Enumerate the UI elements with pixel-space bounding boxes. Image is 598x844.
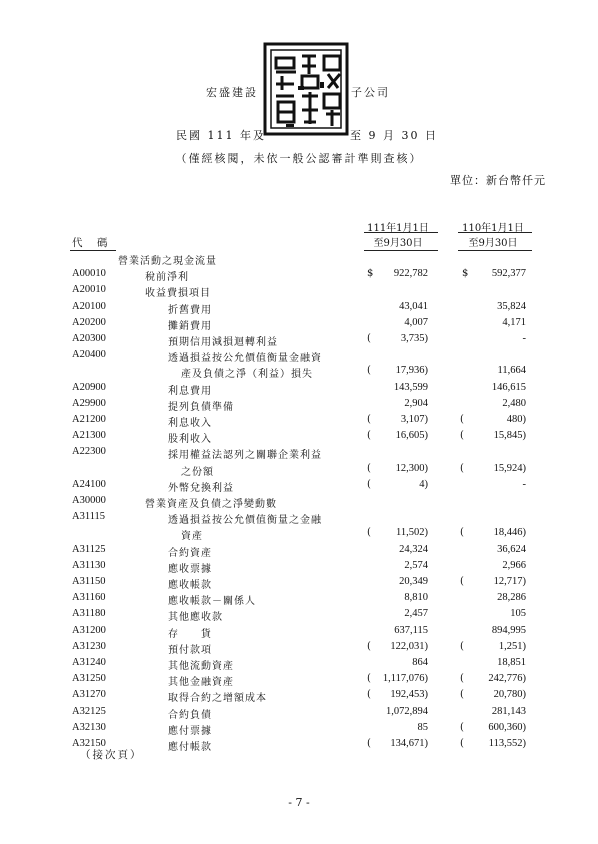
value-2022: 16,605) (395, 430, 428, 442)
row-code: A20300 (72, 333, 106, 344)
value-2022: 3,735) (400, 333, 428, 344)
value-2022: 2,904 (404, 397, 428, 409)
row-label: 收益費損項目 (145, 288, 211, 300)
value-2022: 11,502) (396, 527, 428, 539)
company-name-left: 宏盛建設 (206, 86, 258, 99)
value-2022: 864 (412, 657, 428, 668)
table-row (0, 657, 598, 673)
table-row (0, 463, 598, 479)
negative-paren: ( (367, 365, 371, 377)
value-2021: 592,377 (491, 268, 526, 280)
table-row (0, 495, 598, 511)
negative-paren: ( (460, 462, 464, 474)
value-2021: 28,286 (497, 592, 526, 604)
table-row (0, 414, 598, 430)
row-code: A00010 (72, 268, 106, 280)
value-2022: 637,115 (394, 624, 428, 636)
value-2021: 4,171 (502, 316, 526, 328)
value-2021: 12,717) (493, 576, 526, 587)
value-2021: 105 (510, 608, 526, 620)
negative-paren: ( (367, 640, 371, 652)
row-label: 之份額 (181, 466, 214, 478)
value-2022: 2,574 (404, 559, 428, 571)
table-row (0, 544, 598, 560)
table-row (0, 382, 598, 398)
row-label: 產及負債之淨（利益）損失 (181, 369, 313, 381)
table-row (0, 625, 598, 641)
row-label: 利息收入 (168, 418, 212, 429)
col2-header-line1: 110年1月1日 (462, 223, 524, 234)
table-row (0, 479, 598, 495)
table-row (0, 446, 598, 462)
negative-paren: ( (460, 640, 464, 652)
table-row (0, 706, 598, 722)
row-code: A21200 (72, 414, 106, 425)
row-label: 應付票據 (168, 725, 212, 737)
negative-paren: ( (460, 673, 464, 685)
value-2021: - (522, 478, 526, 490)
row-label: 其他應收款 (168, 612, 223, 624)
negative-paren: ( (460, 738, 464, 749)
value-2021: - (522, 333, 526, 344)
value-2022: 8,810 (404, 592, 428, 604)
value-2021: 18,851 (497, 657, 526, 668)
table-row (0, 317, 598, 333)
table-row (0, 284, 598, 300)
table-row (0, 349, 598, 365)
value-2022: 122,031) (390, 640, 428, 652)
row-label: 稅前淨利 (145, 272, 189, 284)
row-code: A31115 (72, 511, 106, 523)
period-left: 民國 111 年及 (176, 129, 266, 142)
negative-paren: ( (367, 527, 371, 539)
value-2021: 281,143 (491, 705, 526, 717)
row-code: A31160 (72, 592, 106, 604)
row-label: 預期信用減損迴轉利益 (168, 337, 278, 348)
table-row (0, 608, 598, 624)
row-label: 應收票據 (168, 563, 212, 575)
table-row (0, 430, 598, 446)
negative-paren: ( (367, 689, 371, 701)
header-underline-code (70, 250, 116, 251)
row-code: A21300 (72, 430, 106, 442)
value-2022: 20,349 (399, 576, 428, 587)
row-code: A31270 (72, 689, 106, 701)
row-code: A30000 (72, 495, 106, 506)
negative-paren: ( (367, 414, 371, 425)
table-row (0, 527, 598, 543)
row-code: A20200 (72, 316, 106, 328)
row-label: 預付款項 (168, 644, 212, 656)
value-2021: 36,624 (497, 543, 526, 555)
value-2022: 134,671) (390, 738, 428, 749)
row-code: A32130 (72, 721, 106, 733)
row-label: 應收帳款 (168, 580, 212, 591)
row-code: A31200 (72, 624, 106, 636)
table-row (0, 560, 598, 576)
value-2021: 18,446) (493, 527, 526, 539)
row-code: A22300 (72, 446, 106, 458)
period-right: 至 9 月 30 日 (350, 129, 438, 142)
table-row (0, 252, 598, 268)
value-2021: 35,824 (497, 300, 526, 312)
value-2022: 24,324 (399, 543, 428, 555)
row-label: 合約資產 (168, 547, 212, 559)
row-code: A31250 (72, 673, 106, 685)
value-2022: 43,041 (399, 300, 428, 312)
negative-paren: ( (367, 673, 371, 685)
row-code: A32125 (72, 705, 106, 717)
table-row (0, 365, 598, 381)
row-code: A24100 (72, 478, 106, 490)
header-underline-col1 (364, 250, 438, 251)
negative-paren: ( (460, 414, 464, 425)
negative-paren: ( (460, 576, 464, 587)
row-label: 外幣兌換利益 (168, 482, 234, 494)
row-code: A31240 (72, 657, 106, 668)
value-2022: 2,457 (404, 608, 428, 620)
value-2022: 143,599 (393, 381, 428, 393)
value-2022: 17,936) (395, 365, 428, 377)
row-label: 攤銷費用 (168, 320, 212, 332)
row-label: 營業資產及負債之淨變動數 (145, 499, 277, 510)
negative-paren: ( (460, 430, 464, 442)
row-code: A29900 (72, 397, 106, 409)
table-row (0, 689, 598, 705)
value-2022: 3,107) (400, 414, 428, 425)
value-2022: 12,300) (395, 462, 428, 474)
code-column-header: 代 碼 (72, 237, 110, 249)
negative-paren: ( (460, 527, 464, 539)
row-code: A31130 (72, 559, 106, 571)
col1-header-line2: 至9月30日 (373, 238, 423, 249)
table-row (0, 576, 598, 592)
table-row (0, 268, 598, 284)
official-seal-stamp (262, 40, 350, 138)
negative-paren: ( (460, 721, 464, 733)
header-underline-col2 (458, 250, 532, 251)
value-2021: 480) (506, 414, 526, 425)
value-2021: 20,780) (493, 689, 526, 701)
row-label: 透過損益按公允價值衡量之金融 (168, 515, 322, 527)
col1-header-line1: 111年1月1日 (367, 223, 429, 234)
negative-paren: ( (367, 478, 371, 490)
negative-paren: ( (367, 430, 371, 442)
row-code: A31150 (72, 576, 106, 587)
value-2022: 192,453) (390, 689, 428, 701)
value-2022: 922,782 (393, 268, 428, 280)
row-label: 營業活動之現金流量 (118, 256, 217, 267)
value-2021: 2,480 (502, 397, 526, 409)
value-2021: 11,664 (497, 365, 526, 377)
continued-note: （接次頁） (80, 749, 143, 761)
row-label: 應收帳款－關係人 (168, 596, 256, 608)
row-label: 折舊費用 (168, 304, 212, 316)
col2-header-rule (458, 232, 532, 233)
value-2022: 1,117,076) (382, 673, 428, 685)
table-row (0, 722, 598, 738)
value-2021: 242,776) (488, 673, 526, 685)
value-2021: 15,924) (493, 462, 526, 474)
currency-unit: 單位：新台幣仟元 (450, 174, 546, 187)
row-label: 合約負債 (168, 709, 212, 721)
value-2021: 894,995 (491, 624, 526, 636)
row-label: 資產 (181, 531, 203, 543)
row-code: A31125 (72, 543, 106, 555)
row-label: 採用權益法認列之關聯企業利益 (168, 450, 322, 462)
dollar-sign: $ (462, 268, 469, 280)
row-label: 透過損益按公允價值衡量金融資 (168, 353, 322, 365)
value-2021: 1,251) (498, 640, 526, 652)
row-code: A20100 (72, 300, 106, 312)
value-2022: 85 (417, 721, 428, 733)
row-code: A20010 (72, 284, 106, 296)
row-label: 取得合約之增額成本 (168, 693, 267, 705)
negative-paren: ( (367, 333, 371, 344)
negative-paren: ( (460, 689, 464, 701)
row-label: 存 貨 (168, 628, 212, 640)
value-2022: 4,007 (404, 316, 428, 328)
row-code: A20900 (72, 381, 106, 393)
negative-paren: ( (367, 738, 371, 749)
review-note: （僅經核閱，未依一般公認審計準則查核） (175, 152, 423, 165)
table-row (0, 641, 598, 657)
table-row (0, 301, 598, 317)
col2-header-line2: 至9月30日 (468, 238, 518, 249)
negative-paren: ( (367, 462, 371, 474)
value-2022: 1,072,894 (386, 705, 428, 717)
value-2021: 146,615 (491, 381, 526, 393)
row-code: A31230 (72, 640, 106, 652)
table-row (0, 673, 598, 689)
value-2021: 113,552) (488, 738, 526, 749)
value-2021: 2,966 (502, 559, 526, 571)
row-label: 應付帳款 (168, 742, 212, 753)
col1-header-rule (364, 232, 438, 233)
table-row (0, 511, 598, 527)
row-label: 其他流動資產 (168, 661, 234, 672)
row-code: A31180 (72, 608, 106, 620)
row-code: A32150 (72, 738, 106, 749)
dollar-sign: $ (367, 268, 374, 280)
value-2021: 15,845) (493, 430, 526, 442)
page-number: - 7 - (288, 796, 310, 809)
value-2022: 4) (419, 478, 428, 490)
table-row (0, 592, 598, 608)
row-label: 股利收入 (168, 434, 212, 446)
row-code: A20400 (72, 349, 106, 361)
value-2021: 600,360) (488, 721, 526, 733)
row-label: 其他金融資產 (168, 677, 234, 689)
table-row (0, 333, 598, 349)
row-label: 利息費用 (168, 385, 212, 397)
row-label: 提列負債準備 (168, 401, 234, 413)
table-row (0, 398, 598, 414)
company-name-right: 子公司 (351, 86, 390, 99)
